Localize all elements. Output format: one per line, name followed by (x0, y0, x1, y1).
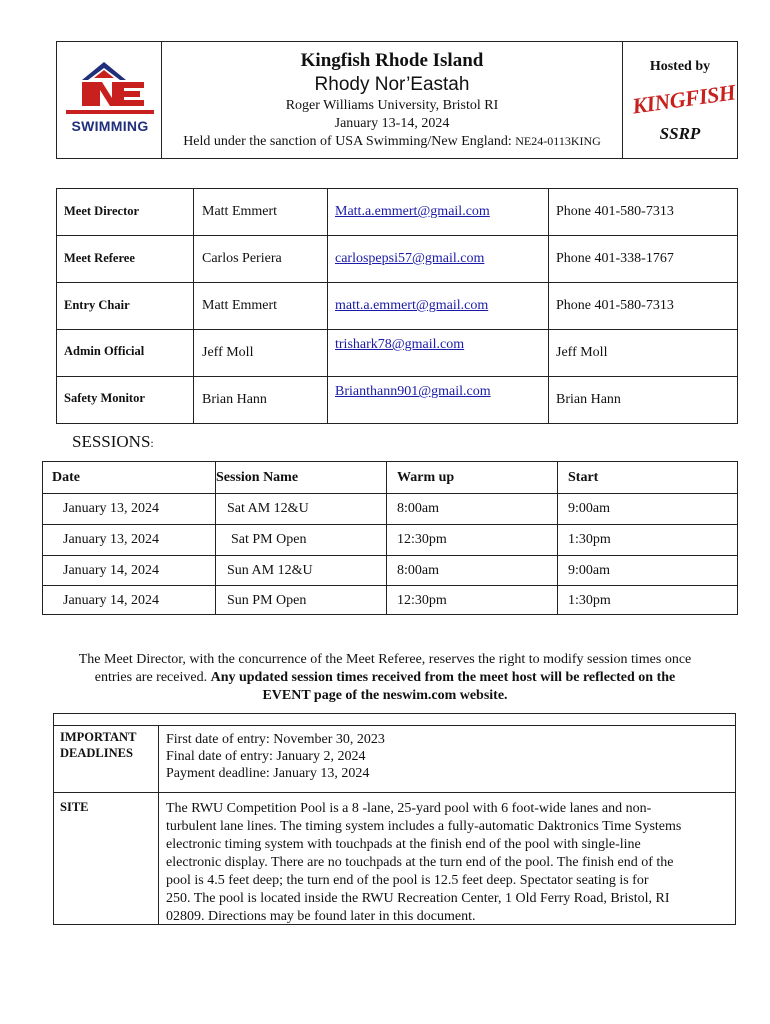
session-date: January 14, 2024 (63, 593, 160, 608)
meet-subtitle: Rhody Nor’Eastah (314, 74, 470, 95)
session-start: 1:30pm (568, 532, 611, 547)
official-contact: Phone 401-580-7313 (556, 204, 674, 219)
info-col-sep (158, 725, 159, 925)
official-name: Brian Hann (202, 392, 267, 407)
official-contact: Brian Hann (556, 392, 621, 407)
sanction-code: NE24-0113KING (515, 134, 601, 148)
official-name: Jeff Moll (202, 345, 254, 360)
session-warmup: 12:30pm (397, 593, 447, 608)
session-start: 9:00am (568, 563, 610, 578)
session-warmup: 12:30pm (397, 532, 447, 547)
official-contact: Phone 401-580-7313 (556, 298, 674, 313)
official-role: Admin Official (64, 344, 145, 358)
session-name: Sun PM Open (227, 593, 307, 608)
officials-row-sep-2 (56, 282, 738, 283)
site-line: 250. The pool is located inside the RWU Recreation Center, 1 Old Ferry Road, Bristol, RI (166, 891, 670, 906)
site-line: electronic timing system with touchpads at the finish end of the pool with single-line (166, 837, 641, 852)
officials-col-sep-2 (327, 188, 328, 424)
site-line: pool is 4.5 feet deep; the turn end of the pool is 12.5 feet deep. Spectator seating is for (166, 873, 649, 888)
official-contact: Phone 401-338-1767 (556, 251, 674, 266)
deadline-item: Final date of entry: January 2, 2024 (166, 749, 366, 764)
officials-row-sep-3 (56, 329, 738, 330)
notice-line-1: The Meet Director, with the concurrence of the Meet Referee, reserves the right to modify session times once (78, 652, 692, 667)
official-email-link[interactable]: trishark78@gmail.com (335, 337, 465, 352)
sessions-heading (72, 432, 154, 452)
official-email-link[interactable]: carlospepsi57@gmail.com (335, 251, 485, 266)
meet-venue: Roger Williams University, Bristol RI (285, 98, 499, 113)
notice-line-2-plain: entries are received. (94, 670, 211, 685)
session-start: 9:00am (568, 501, 610, 516)
sessions-heading-text: SESSIONS (72, 432, 151, 451)
info-top-sep (53, 725, 736, 726)
sessions-row-sep-1 (42, 493, 738, 494)
session-date: January 14, 2024 (63, 563, 160, 578)
official-role: Meet Referee (64, 251, 135, 265)
notice-line-3: EVENT page of the neswim.com website. (262, 688, 508, 703)
session-warmup: 8:00am (397, 563, 439, 578)
official-name: Carlos Periera (202, 251, 282, 266)
sessions-col-name: Session Name (216, 470, 299, 485)
official-email-link[interactable]: Matt.a.emmert@gmail.com (335, 204, 490, 219)
sessions-col-warmup: Warm up (397, 470, 455, 485)
notice-line-2 (30, 670, 740, 686)
notice-line-2-bold: Any updated session times received from the meet host will be reflected on the (210, 670, 676, 685)
site-line: The RWU Competition Pool is a 8 -lane, 25-yard pool with 6 foot-wide lanes and non- (166, 801, 652, 816)
deadlines-label-1: IMPORTANT (60, 730, 137, 744)
deadline-item: Payment deadline: January 13, 2024 (166, 766, 370, 781)
host-code: SSRP (659, 124, 701, 143)
official-name: Matt Emmert (202, 298, 278, 313)
session-start: 1:30pm (568, 593, 611, 608)
officials-col-sep-3 (548, 188, 549, 424)
sessions-col-start: Start (568, 470, 599, 485)
sessions-row-sep-2 (42, 524, 738, 525)
sanction-prefix: Held under the sanction of USA Swimming/New England: (183, 134, 512, 149)
official-email-link[interactable]: Brianthann901@gmail.com (335, 384, 491, 399)
officials-row-sep-4 (56, 376, 738, 377)
header-divider-right (622, 41, 623, 159)
session-name: Sun AM 12&U (227, 563, 313, 578)
deadlines-label-2: DEADLINES (60, 746, 133, 760)
deadline-item: First date of entry: November 30, 2023 (166, 732, 385, 747)
session-date: January 13, 2024 (63, 501, 160, 516)
official-role: Safety Monitor (64, 391, 145, 405)
sanction-line (162, 134, 622, 150)
hosted-by-label: Hosted by (649, 59, 711, 74)
officials-col-sep-1 (193, 188, 194, 424)
official-contact: Jeff Moll (556, 345, 608, 360)
sessions-col-sep-2 (386, 461, 387, 615)
ne-logo-word: SWIMMING (71, 118, 149, 134)
session-warmup: 8:00am (397, 501, 439, 516)
sessions-heading-colon: : (150, 436, 154, 450)
officials-row-sep-1 (56, 235, 738, 236)
site-line: electronic display. There are no touchpads at the turn end of the pool. The finish end of the (166, 855, 674, 870)
kingfish-logo: KINGFISH (630, 79, 737, 119)
session-name: Sat AM 12&U (227, 501, 309, 516)
official-role: Entry Chair (64, 298, 130, 312)
meet-title: Kingfish Rhode Island (300, 50, 484, 71)
session-name: Sat PM Open (231, 532, 307, 547)
ne-swimming-logo (64, 58, 156, 144)
site-line: 02809. Directions may be found later in this document. (166, 909, 476, 924)
sessions-row-sep-3 (42, 555, 738, 556)
session-date: January 13, 2024 (63, 532, 160, 547)
official-name: Matt Emmert (202, 204, 278, 219)
official-role: Meet Director (64, 204, 140, 218)
sessions-col-date: Date (52, 470, 80, 485)
site-line: turbulent lane lines. The timing system includes a fully-automatic Daktronics Time Systems (166, 819, 682, 834)
info-row-sep (53, 792, 736, 793)
sessions-row-sep-4 (42, 585, 738, 586)
sessions-col-sep-3 (557, 461, 558, 615)
meet-dates: January 13-14, 2024 (334, 116, 450, 131)
official-email-link[interactable]: matt.a.emmert@gmail.com (335, 298, 489, 313)
site-label: SITE (60, 800, 89, 814)
